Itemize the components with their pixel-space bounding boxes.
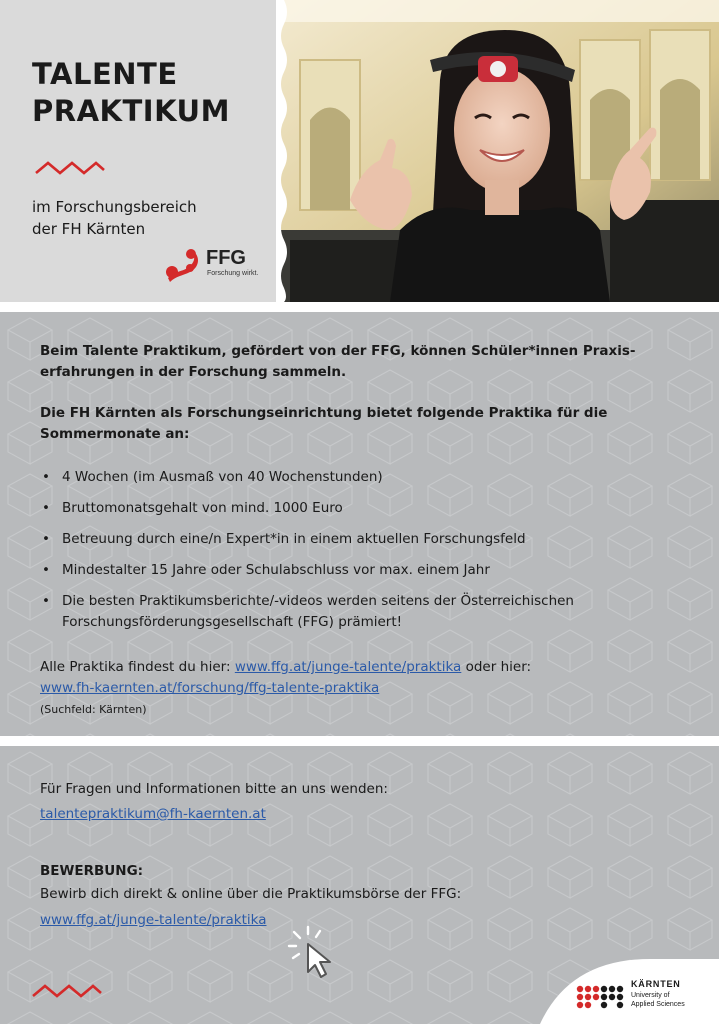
list-item: • Bruttomonatsgehalt von mind. 1000 Euro [40, 498, 680, 519]
fh-praktika-link[interactable]: www.fh-kaernten.at/forschung/ffg-talente-praktika [40, 680, 380, 696]
header [0, 0, 719, 302]
application-text: Bewirb dich direkt & online über die Praktikumsbörse der FFG: [40, 886, 462, 902]
links-paragraph [40, 657, 680, 720]
benefits-list [40, 467, 680, 643]
ffg-praktika-link[interactable]: www.ffg.at/junge-talente/praktika [234, 659, 462, 675]
list-item: • Mindestalter 15 Jahre oder Schulabschluss vor max. einem Jahr [40, 560, 680, 581]
page-title [32, 56, 230, 130]
photo-torn-edge [276, 0, 290, 302]
fh-logo-name: KÄRNTEN [631, 979, 681, 989]
contact-email-link[interactable]: talentepraktikum@fh-kaernten.at [40, 806, 266, 822]
subtitle-line-2: der FH Kärnten [32, 220, 146, 238]
list-item: • 4 Wochen (im Ausmaß von 40 Wochenstunden) [40, 467, 680, 488]
subtitle-line-1: im Forschungsbereich [32, 198, 197, 216]
ffg-logo [158, 240, 258, 288]
links-middle: oder hier: [461, 659, 532, 675]
links-prefix: Alle Praktika findest du hier: [40, 659, 235, 675]
contact-email-line [40, 804, 266, 825]
subtitle [32, 196, 197, 240]
fh-kaernten-logo [540, 955, 719, 1024]
cursor-click-icon [286, 924, 344, 980]
title-line-2: PRAKTIKUM [32, 94, 230, 128]
application-heading: BEWERBUNG: [40, 863, 144, 879]
intro-paragraph-2: Die FH Kärnten als Forschungseinrichtung bietet folgende Praktika für die Sommermonate an: [40, 405, 608, 442]
search-field-note: (Suchfeld: Kärnten) [40, 703, 147, 716]
list-item: • Die besten Praktikumsberichte/-videos werden seitens der Österreichischen Forschungsförderungsgesellschaft (FFG) prämiert! [40, 591, 642, 633]
application-link-line [40, 910, 267, 931]
header-title-panel [0, 0, 285, 302]
list-item: • Betreuung durch eine/n Expert*in in einem aktuellen Forschungsfeld [40, 529, 680, 550]
header-photo [280, 0, 719, 302]
ffg-logo-tagline: Forschung wirkt. [207, 270, 258, 277]
contact-text: Für Fragen und Informationen bitte an uns wenden: [40, 781, 388, 797]
fh-logo-badge [540, 955, 719, 1024]
title-line-1: TALENTE [32, 57, 178, 91]
zigzag-icon [34, 160, 106, 176]
zigzag-icon [31, 983, 103, 999]
application-link[interactable]: www.ffg.at/junge-talente/praktika [40, 912, 267, 928]
fh-logo-line-2: University of [631, 992, 670, 999]
intro-paragraph-1: Beim Talente Praktikum, gefördert von der FFG, können Schüler*innen Praxis-erfahrungen in der Forschung sammeln. [40, 343, 636, 380]
ffg-logo-name: FFG [206, 247, 246, 269]
fh-logo-line-3: Applied Sciences [631, 1001, 685, 1008]
